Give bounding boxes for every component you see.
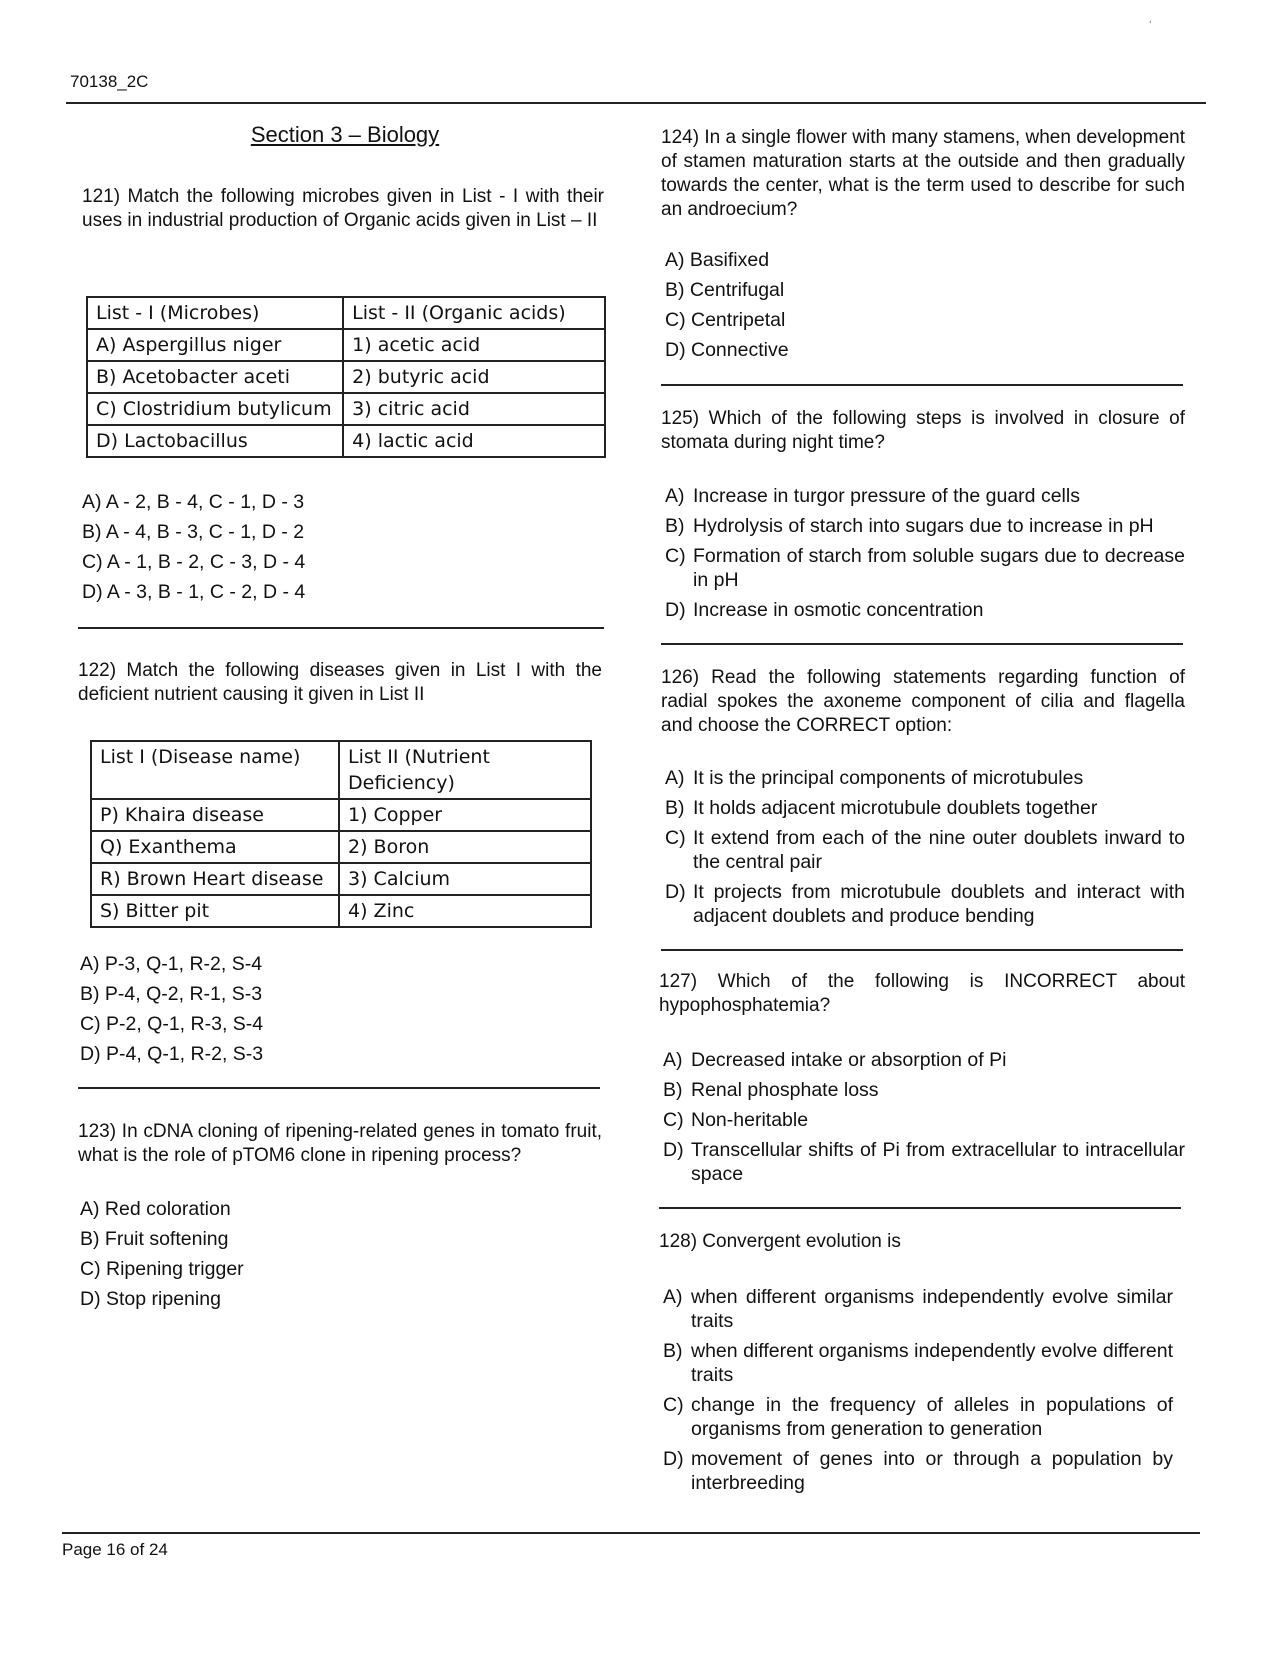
option-letter: D) <box>665 881 686 903</box>
option-letter: B) <box>665 279 685 301</box>
option-b[interactable] <box>663 1075 1185 1105</box>
table-row <box>87 393 605 425</box>
option-letter: D) <box>82 581 103 603</box>
question-separator <box>659 1207 1181 1209</box>
option-letter: C) <box>80 1258 101 1280</box>
option-letter: A) <box>80 953 100 975</box>
option-text: A - 1, B - 2, C - 3, D - 4 <box>106 551 306 573</box>
option-text: Non-heritable <box>691 1109 809 1131</box>
option-text: when different organisms independently evolve different traits <box>691 1340 1173 1386</box>
question-separator <box>78 1087 600 1089</box>
option-text: when different organisms independently evolve similar traits <box>691 1286 1173 1332</box>
option-letter: B) <box>82 521 102 543</box>
option-c[interactable] <box>663 1105 1185 1135</box>
option-text: Stop ripening <box>106 1288 221 1310</box>
option-letter: A) <box>663 1286 683 1308</box>
table-row <box>91 799 591 831</box>
question-121-options <box>82 487 602 607</box>
option-text: P-4, Q-2, R-1, S-3 <box>104 983 263 1005</box>
option-text: movement of genes into or through a population by interbreeding <box>691 1448 1173 1494</box>
option-text: Increase in turgor pressure of the guard cells <box>693 485 1080 507</box>
table-header-cell: List - I (Microbes) <box>87 297 343 329</box>
table-cell: 3) Calcium <box>339 863 591 895</box>
option-d[interactable] <box>80 1284 600 1314</box>
option-a[interactable] <box>665 763 1185 793</box>
question-separator <box>661 643 1183 645</box>
table-row <box>87 425 605 457</box>
question-128-options <box>663 1282 1173 1498</box>
option-text: change in the frequency of alleles in populations of organisms from generation to generation <box>691 1394 1173 1440</box>
question-127-options <box>663 1045 1185 1189</box>
option-text: A - 4, B - 3, C - 1, D - 2 <box>105 521 305 543</box>
question-separator <box>78 627 604 629</box>
question-122-options <box>80 949 600 1069</box>
option-d[interactable] <box>663 1444 1173 1498</box>
table-cell: A) Aspergillus niger <box>87 329 343 361</box>
option-a[interactable] <box>80 949 600 979</box>
option-letter: C) <box>82 551 103 573</box>
option-b[interactable] <box>80 1224 600 1254</box>
question-128-text: 128) Convergent evolution is <box>659 1231 901 1252</box>
option-text: A - 2, B - 4, C - 1, D - 3 <box>105 491 305 513</box>
option-letter: B) <box>663 1340 683 1362</box>
table-cell: 1) Copper <box>339 799 591 831</box>
option-a[interactable] <box>665 245 1185 275</box>
table-cell: B) Acetobacter aceti <box>87 361 343 393</box>
question-121-table <box>86 296 606 458</box>
question-125-options <box>665 481 1185 625</box>
option-letter: D) <box>665 599 686 621</box>
option-letter: B) <box>80 1228 100 1250</box>
table-header-cell: List - II (Organic acids) <box>343 297 605 329</box>
question-124-options <box>665 245 1185 365</box>
option-letter: A) <box>80 1198 100 1220</box>
option-text: It is the principal components of microtubules <box>693 767 1084 789</box>
option-b[interactable] <box>665 275 1185 305</box>
option-letter: B) <box>665 515 685 537</box>
option-text: P-2, Q-1, R-3, S-4 <box>106 1013 264 1035</box>
table-cell: 4) lactic acid <box>343 425 605 457</box>
option-text: Increase in osmotic concentration <box>693 599 984 621</box>
section-title: Section 3 – Biology <box>250 122 440 147</box>
option-d[interactable] <box>663 1135 1185 1189</box>
option-c[interactable] <box>665 823 1185 877</box>
table-row <box>91 895 591 927</box>
question-126-options <box>665 763 1185 931</box>
option-text: Centripetal <box>691 309 786 331</box>
table-cell: C) Clostridium butylicum <box>87 393 343 425</box>
option-text: Connective <box>691 339 789 361</box>
table-cell: S) Bitter pit <box>91 895 339 927</box>
table-header-cell: List II (Nutrient Deficiency) <box>339 741 591 799</box>
option-text: It extend from each of the nine outer doublets inward to the central pair <box>693 827 1185 873</box>
option-text: Formation of starch from soluble sugars due to decrease in pH <box>693 545 1185 591</box>
option-b[interactable] <box>663 1336 1173 1390</box>
option-text: Transcellular shifts of Pi from extracellular to intracellular space <box>691 1139 1185 1185</box>
option-b[interactable] <box>80 979 600 1009</box>
option-d[interactable] <box>82 577 602 607</box>
option-d[interactable] <box>80 1039 600 1069</box>
option-b[interactable] <box>665 793 1185 823</box>
option-text: P-3, Q-1, R-2, S-4 <box>104 953 263 975</box>
corner-mark: ʿ <box>1148 18 1153 34</box>
question-124-text: 124) In a single flower with many stamens, when development of stamen maturation starts at the outside and then gradually towards the center, what is the term used to describe for such an androecium? <box>661 127 1185 220</box>
option-c[interactable] <box>665 541 1185 595</box>
option-letter: A) <box>665 485 685 507</box>
document-code: 70138_2C <box>70 72 149 91</box>
option-letter: D) <box>80 1288 101 1310</box>
option-c[interactable] <box>663 1390 1173 1444</box>
option-letter: A) <box>665 249 685 271</box>
table-row <box>91 831 591 863</box>
option-text: Fruit softening <box>104 1228 229 1250</box>
table-cell: D) Lactobacillus <box>87 425 343 457</box>
option-d[interactable] <box>665 877 1185 931</box>
option-a[interactable] <box>82 487 602 517</box>
option-letter: D) <box>663 1448 684 1470</box>
option-d[interactable] <box>665 335 1185 365</box>
option-b[interactable] <box>665 511 1185 541</box>
option-letter: B) <box>80 983 100 1005</box>
option-letter: A) <box>663 1049 683 1071</box>
option-letter: A) <box>665 767 685 789</box>
option-text: It projects from microtubule doublets and interact with adjacent doublets and produce bending <box>693 881 1185 927</box>
option-text: Hydrolysis of starch into sugars due to increase in pH <box>693 515 1154 537</box>
table-cell: R) Brown Heart disease <box>91 863 339 895</box>
question-123-text: 123) In cDNA cloning of ripening-related genes in tomato fruit, what is the role of pTOM6 clone in ripening process? <box>78 1121 602 1166</box>
table-cell: 1) acetic acid <box>343 329 605 361</box>
option-letter: C) <box>665 545 686 567</box>
table-cell: P) Khaira disease <box>91 799 339 831</box>
option-text: Ripening trigger <box>106 1258 244 1280</box>
option-text: A - 3, B - 1, C - 2, D - 4 <box>106 581 306 603</box>
question-126-text: 126) Read the following statements regarding function of radial spokes the axoneme component of cilia and flagella and choose the CORRECT option: <box>661 667 1185 736</box>
question-separator <box>661 384 1183 386</box>
option-a[interactable] <box>665 481 1185 511</box>
table-cell: 2) butyric acid <box>343 361 605 393</box>
option-text: Renal phosphate loss <box>691 1079 879 1101</box>
question-122-text: 122) Match the following diseases given in List I with the deficient nutrient causing it given in List II <box>78 660 602 705</box>
option-letter: D) <box>663 1139 684 1161</box>
option-c[interactable] <box>82 547 602 577</box>
option-b[interactable] <box>82 517 602 547</box>
option-text: It holds adjacent microtubule doublets together <box>693 797 1098 819</box>
question-122-table <box>90 740 592 928</box>
option-text: Basifixed <box>689 249 770 271</box>
question-separator <box>661 949 1183 951</box>
option-text: P-4, Q-1, R-2, S-3 <box>106 1043 264 1065</box>
option-text: Decreased intake or absorption of Pi <box>691 1049 1007 1071</box>
table-cell: 3) citric acid <box>343 393 605 425</box>
table-row <box>87 329 605 361</box>
option-c[interactable] <box>80 1254 600 1284</box>
header-rule <box>66 102 1206 104</box>
footer-rule <box>62 1532 1200 1534</box>
table-header-row <box>87 297 605 329</box>
option-letter: B) <box>663 1079 683 1101</box>
option-letter: D) <box>80 1043 101 1065</box>
option-letter: A) <box>82 491 102 513</box>
table-cell: Q) Exanthema <box>91 831 339 863</box>
option-text: Red coloration <box>104 1198 231 1220</box>
option-c[interactable] <box>665 305 1185 335</box>
question-123-options <box>80 1194 600 1314</box>
question-121-text: 121) Match the following microbes given in List - I with their uses in industrial production of Organic acids given in List – II <box>82 186 604 231</box>
option-a[interactable] <box>80 1194 600 1224</box>
table-row <box>87 361 605 393</box>
option-letter: D) <box>665 339 686 361</box>
table-header-cell: List I (Disease name) <box>91 741 339 799</box>
question-125-text: 125) Which of the following steps is involved in closure of stomata during night time? <box>661 408 1185 453</box>
option-d[interactable] <box>665 595 1185 625</box>
option-letter: C) <box>663 1109 684 1131</box>
question-127-text: 127) Which of the following is INCORRECT about hypophosphatemia? <box>659 971 1185 1016</box>
option-letter: C) <box>665 309 686 331</box>
table-cell: 4) Zinc <box>339 895 591 927</box>
option-letter: B) <box>665 797 685 819</box>
option-text: Centrifugal <box>689 279 785 301</box>
page-number: Page 16 of 24 <box>62 1540 168 1559</box>
table-row <box>91 863 591 895</box>
option-a[interactable] <box>663 1282 1173 1336</box>
option-letter: C) <box>663 1394 684 1416</box>
option-letter: C) <box>80 1013 101 1035</box>
option-letter: C) <box>665 827 686 849</box>
option-a[interactable] <box>663 1045 1185 1075</box>
option-c[interactable] <box>80 1009 600 1039</box>
table-cell: 2) Boron <box>339 831 591 863</box>
table-header-row <box>91 741 591 799</box>
